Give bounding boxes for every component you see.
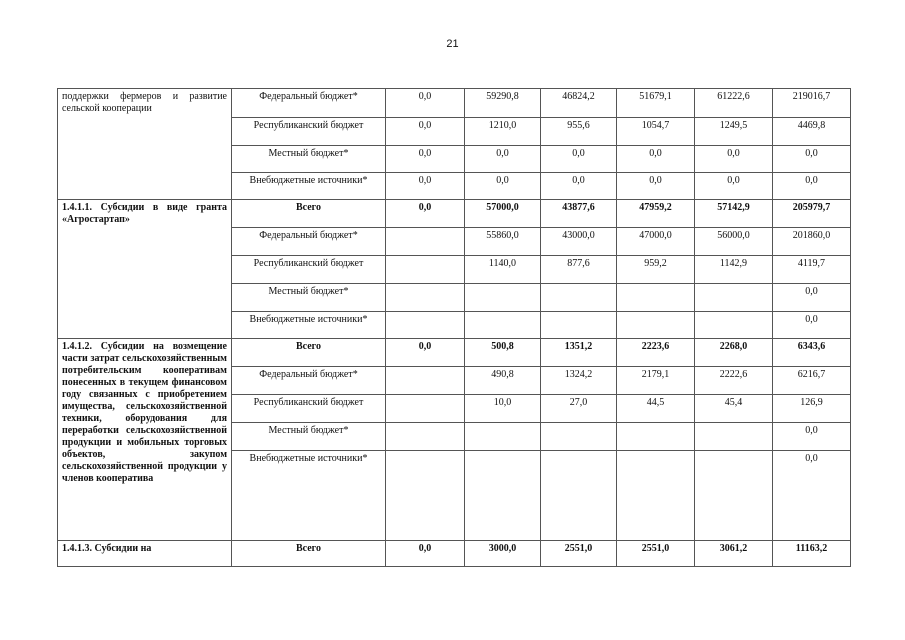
amount-cell: 3000,0 <box>465 541 541 567</box>
amount-cell <box>386 284 465 312</box>
amount-cell: 0,0 <box>386 339 465 367</box>
amount-cell: 0,0 <box>386 173 465 200</box>
amount-cell: 4119,7 <box>773 256 851 284</box>
amount-cell: 490,8 <box>465 367 541 395</box>
funding-source: Местный бюджет* <box>232 423 386 451</box>
amount-cell: 0,0 <box>386 118 465 146</box>
amount-cell: 0,0 <box>386 200 465 228</box>
amount-cell: 0,0 <box>541 173 617 200</box>
amount-cell: 11163,2 <box>773 541 851 567</box>
amount-cell: 0,0 <box>773 284 851 312</box>
amount-cell <box>617 284 695 312</box>
amount-cell: 1140,0 <box>465 256 541 284</box>
amount-cell: 51679,1 <box>617 89 695 118</box>
amount-cell: 877,6 <box>541 256 617 284</box>
amount-cell: 2268,0 <box>695 339 773 367</box>
amount-cell: 1249,5 <box>695 118 773 146</box>
amount-cell <box>465 284 541 312</box>
measure-description: 1.4.1.3. Субсидии на <box>58 541 232 567</box>
amount-cell <box>386 451 465 541</box>
amount-cell: 0,0 <box>465 173 541 200</box>
amount-cell: 55860,0 <box>465 228 541 256</box>
amount-cell: 0,0 <box>465 146 541 173</box>
table-row <box>58 89 851 118</box>
amount-cell <box>386 423 465 451</box>
amount-cell <box>617 451 695 541</box>
amount-cell: 0,0 <box>773 173 851 200</box>
funding-source: Местный бюджет* <box>232 146 386 173</box>
amount-cell: 219016,7 <box>773 89 851 118</box>
amount-cell: 1324,2 <box>541 367 617 395</box>
amount-cell: 0,0 <box>773 312 851 339</box>
amount-cell: 201860,0 <box>773 228 851 256</box>
amount-cell <box>617 312 695 339</box>
amount-cell <box>617 423 695 451</box>
table-row <box>58 339 851 367</box>
funding-source: Внебюджетные источники* <box>232 173 386 200</box>
amount-cell: 0,0 <box>773 423 851 451</box>
amount-cell: 2551,0 <box>541 541 617 567</box>
amount-cell: 47000,0 <box>617 228 695 256</box>
measure-description: поддержки фермеров и развитие сельской кооперации <box>58 89 232 200</box>
budget-table-body <box>58 89 851 567</box>
amount-cell <box>695 312 773 339</box>
amount-cell: 61222,6 <box>695 89 773 118</box>
funding-source: Внебюджетные источники* <box>232 312 386 339</box>
amount-cell: 0,0 <box>386 541 465 567</box>
amount-cell: 1054,7 <box>617 118 695 146</box>
amount-cell: 57142,9 <box>695 200 773 228</box>
funding-source: Внебюджетные источники* <box>232 451 386 541</box>
amount-cell: 955,6 <box>541 118 617 146</box>
amount-cell: 6216,7 <box>773 367 851 395</box>
measure-description: 1.4.1.1. Субсидии в виде гранта «Агростартап» <box>58 200 232 339</box>
funding-source: Федеральный бюджет* <box>232 367 386 395</box>
amount-cell: 1351,2 <box>541 339 617 367</box>
amount-cell <box>541 312 617 339</box>
amount-cell: 959,2 <box>617 256 695 284</box>
amount-cell <box>386 228 465 256</box>
funding-source: Республиканский бюджет <box>232 395 386 423</box>
amount-cell: 2551,0 <box>617 541 695 567</box>
amount-cell: 1142,9 <box>695 256 773 284</box>
amount-cell: 0,0 <box>695 146 773 173</box>
amount-cell <box>465 312 541 339</box>
funding-source: Всего <box>232 541 386 567</box>
amount-cell: 0,0 <box>773 451 851 541</box>
funding-source: Всего <box>232 200 386 228</box>
amount-cell: 205979,7 <box>773 200 851 228</box>
table-row <box>58 200 851 228</box>
amount-cell: 500,8 <box>465 339 541 367</box>
amount-cell: 43000,0 <box>541 228 617 256</box>
amount-cell: 3061,2 <box>695 541 773 567</box>
amount-cell <box>386 256 465 284</box>
amount-cell <box>386 395 465 423</box>
amount-cell <box>465 423 541 451</box>
amount-cell <box>695 451 773 541</box>
amount-cell <box>386 367 465 395</box>
amount-cell: 2222,6 <box>695 367 773 395</box>
amount-cell: 0,0 <box>386 146 465 173</box>
funding-source: Всего <box>232 339 386 367</box>
amount-cell: 4469,8 <box>773 118 851 146</box>
amount-cell <box>541 423 617 451</box>
funding-source: Республиканский бюджет <box>232 256 386 284</box>
amount-cell: 46824,2 <box>541 89 617 118</box>
budget-table <box>57 88 851 567</box>
amount-cell: 47959,2 <box>617 200 695 228</box>
funding-source: Республиканский бюджет <box>232 118 386 146</box>
funding-source: Местный бюджет* <box>232 284 386 312</box>
amount-cell: 0,0 <box>617 146 695 173</box>
funding-source: Федеральный бюджет* <box>232 89 386 118</box>
amount-cell <box>695 284 773 312</box>
amount-cell: 126,9 <box>773 395 851 423</box>
amount-cell <box>541 451 617 541</box>
amount-cell: 1210,0 <box>465 118 541 146</box>
amount-cell <box>386 312 465 339</box>
amount-cell: 0,0 <box>541 146 617 173</box>
amount-cell: 59290,8 <box>465 89 541 118</box>
page-number: 21 <box>446 38 459 50</box>
amount-cell: 10,0 <box>465 395 541 423</box>
amount-cell: 45,4 <box>695 395 773 423</box>
amount-cell: 2223,6 <box>617 339 695 367</box>
amount-cell: 0,0 <box>386 89 465 118</box>
amount-cell: 43877,6 <box>541 200 617 228</box>
amount-cell: 44,5 <box>617 395 695 423</box>
amount-cell: 0,0 <box>695 173 773 200</box>
amount-cell: 57000,0 <box>465 200 541 228</box>
amount-cell: 56000,0 <box>695 228 773 256</box>
amount-cell <box>465 451 541 541</box>
funding-source: Федеральный бюджет* <box>232 228 386 256</box>
amount-cell: 6343,6 <box>773 339 851 367</box>
amount-cell: 0,0 <box>617 173 695 200</box>
amount-cell: 27,0 <box>541 395 617 423</box>
measure-description: 1.4.1.2. Субсидии на возмещение части затрат сельскохозяйственным потребительским кооперативам понесенных в текущем финансовом году связанных с приобретением имущества, сельскохозяйственной техники, оборудования для переработки сельскохозяйственной продукции и мобильных торговых объектов, закупом сельскохозяйственной продукции у членов кооператива <box>58 339 232 541</box>
amount-cell <box>695 423 773 451</box>
amount-cell <box>541 284 617 312</box>
amount-cell: 0,0 <box>773 146 851 173</box>
amount-cell: 2179,1 <box>617 367 695 395</box>
table-row <box>58 541 851 567</box>
